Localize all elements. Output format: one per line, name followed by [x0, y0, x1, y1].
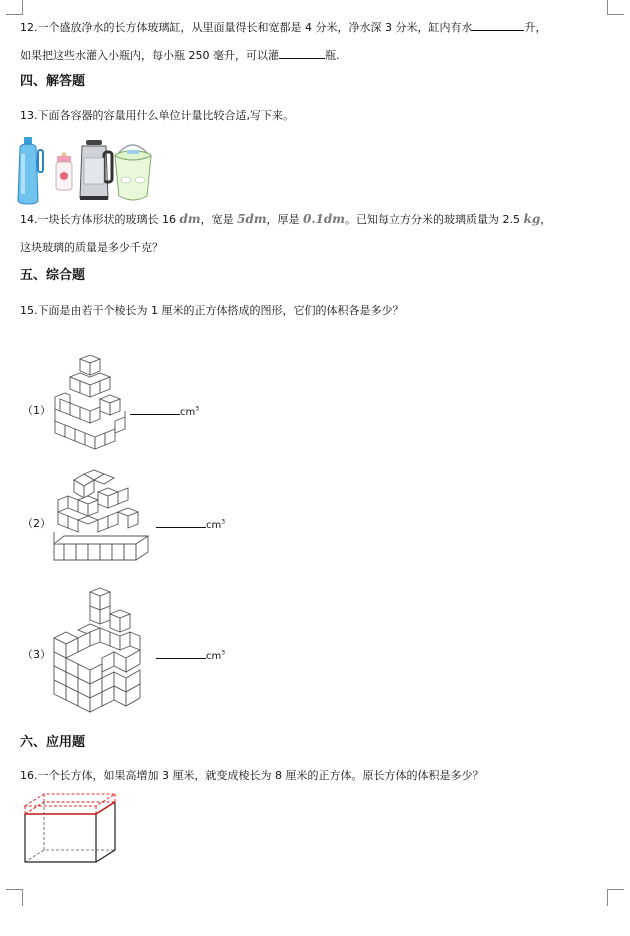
section-4-heading: 四、解答题 — [20, 74, 86, 89]
q15-answer-3: $cm^3$ — [156, 646, 225, 662]
q15-blank-1[interactable] — [130, 402, 180, 415]
q13-text: 13.下面各容器的容量用什么单位计量比较合适,写下来。 — [20, 109, 294, 122]
q14-unit-dm: dm — [179, 212, 201, 226]
thermos-icon — [18, 137, 43, 204]
q15-figure-1-cubes — [50, 355, 130, 455]
q12-blank-2[interactable] — [279, 46, 325, 59]
q14-line2: 这块玻璃的质量是多少千克？ — [20, 241, 163, 254]
q14-unit-kg: kg — [523, 212, 541, 226]
corner-mark-bottom-left — [6, 889, 23, 906]
corner-mark-top-right — [607, 0, 624, 15]
q15-label-2: （2） — [22, 517, 51, 530]
section-5-heading: 五、综合题 — [20, 268, 86, 283]
corner-mark-bottom-right — [607, 889, 624, 906]
q12-line2: 如果把这些水灌入小瓶内，每小瓶 250 毫升，可以灌 瓶. — [20, 46, 340, 63]
q15-label-3: （3） — [22, 648, 51, 661]
corner-mark-top-left — [6, 0, 23, 15]
q14-width-value: 5dm — [237, 212, 267, 226]
q15-figure-2-cubes — [50, 468, 154, 570]
q12-line1: 12.一个盛放净水的长方体玻璃缸，从里面量得长和宽都是 4 分米，净水深 3 分米，缸内有水 升， — [20, 18, 546, 35]
q16-cuboid-figure — [20, 790, 120, 866]
q15-answer-2: $cm^3$ — [156, 515, 225, 531]
q14-thickness-value: 0.1dm — [303, 212, 345, 226]
q15-text: 15.下面是由若干个棱长为 1 厘米的正方体搭成的图形，它们的体积各是多少？ — [20, 304, 404, 317]
q15-label-1: （1） — [22, 404, 51, 417]
q15-blank-3[interactable] — [156, 646, 206, 659]
q16-text: 16.一个长方体，如果高增加 3 厘米，就变成棱长为 8 厘米的正方体。原长方体的体积是多少？ — [20, 769, 484, 782]
q15-answer-1: $cm^3$ — [130, 402, 199, 418]
section-6-heading: 六、应用题 — [20, 735, 86, 750]
q13-containers-image — [14, 134, 154, 206]
q14-line1: 14.一块长方体形状的玻璃长 16 dm，宽是 5dm，厚是 0.1dm。已知每立方分米的玻璃质量为 2.5 kg， — [20, 212, 552, 226]
bucket-icon — [115, 145, 151, 200]
q12-blank-1[interactable] — [472, 18, 524, 31]
baby-bottle-icon — [56, 152, 72, 190]
kettle-icon — [80, 140, 112, 200]
q15-figure-3-cubes — [50, 584, 154, 724]
q15-blank-2[interactable] — [156, 515, 206, 528]
